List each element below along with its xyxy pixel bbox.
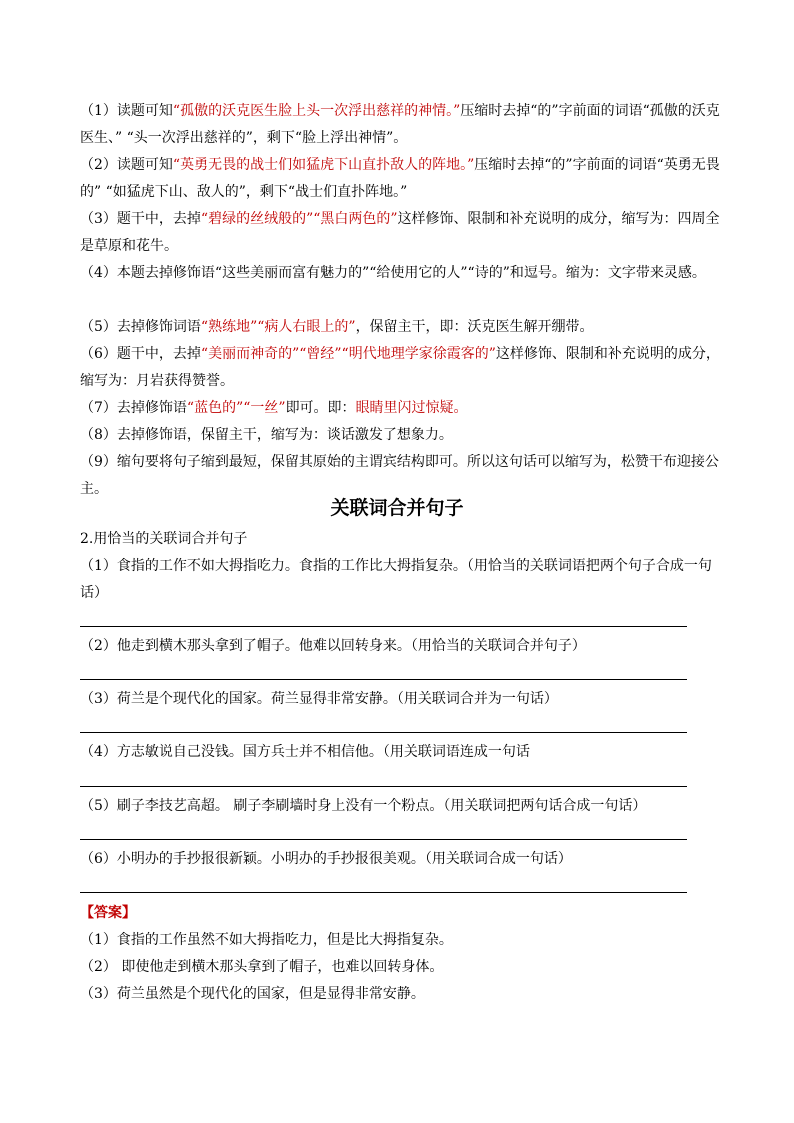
- text: 即可。即：: [285, 400, 356, 416]
- explanation-5: [80, 314, 724, 341]
- text: 去掉修饰词语: [116, 319, 201, 335]
- answer-1: （1）食指的工作虽然不如大拇指吃力，但是比大拇指复杂。: [80, 932, 453, 948]
- answer-line-5[interactable]: [80, 839, 687, 840]
- answer-line-3[interactable]: [80, 732, 687, 733]
- highlighted-quote: “英勇无畏的战士们如猛虎下山直扑敌人的阵地。”: [172, 157, 475, 173]
- highlighted-quote: “蓝色的”“一丝”: [186, 400, 286, 416]
- item-number: （5）: [80, 319, 117, 335]
- text: 这样修饰、限制和补充说明的成分，缩写为：四周全是草原和花牛。: [80, 211, 720, 254]
- text: 压缩时去掉“的”字前面的词语“孤傲的沃克医生、” “头一次浮出慈祥的”，剩下“脸上浮出神情”。: [80, 103, 720, 146]
- highlighted-quote: “孤傲的沃克医生脸上头一次浮出慈祥的神情。”: [172, 103, 461, 119]
- text: 读题可知: [116, 103, 173, 119]
- highlighted-quote: “美丽而神奇的”“曾经”“明代地理学家徐霞客的”: [200, 346, 496, 362]
- answer-2: （2） 即使他走到横木那头拿到了帽子，也难以回转身体。: [80, 959, 444, 975]
- item-number: （9）: [80, 454, 117, 470]
- item-number: （8）: [80, 427, 117, 443]
- explanation-4: [80, 260, 724, 287]
- item-number: （3）: [80, 211, 117, 227]
- text: 压缩时去掉“的”字前面的词语“英勇无畏的” “如猛虎下山、敌人的”，剩下“战士们直扑阵地。”: [80, 157, 720, 200]
- question-6: （6）小明办的手抄报很新颖。小明办的手抄报很美观。（用关联词合成一句话）: [80, 851, 572, 867]
- highlighted-quote: 眼睛里闪过惊疑。: [355, 400, 468, 416]
- text: 题干中，去掉: [116, 346, 201, 362]
- text: ，保留主干，即：沃克医生解开绷带。: [355, 319, 594, 335]
- question-1: （1）食指的工作不如大拇指吃力。食指的工作比大拇指复杂。（用恰当的关联词语把两个句子合成一句话）: [80, 558, 712, 601]
- item-number: （4）: [80, 265, 117, 281]
- highlighted-quote: “熟练地”“病人右眼上的”: [200, 319, 356, 335]
- text: 这样修饰、限制和补充说明的成分，缩写为：月岩获得赞誉。: [80, 346, 720, 389]
- question-5: （5）刷子李技艺高超。 刷子李刷墙时身上没有一个粉点。（用关联词把两句话合成一句话）: [80, 798, 647, 814]
- explanation-2: [80, 152, 724, 206]
- highlighted-quote: “碧绿的丝绒般的”“黑白两色的”: [200, 211, 398, 227]
- question-4: （4）方志敏说自己没钱。国方兵士并不相信他。（用关联词语连成一句话: [80, 744, 530, 760]
- item-number: （1）: [80, 103, 117, 119]
- answer-3: （3）荷兰虽然是个现代化的国家，但是显得非常安静。: [80, 986, 425, 1002]
- explanation-7: [80, 395, 724, 422]
- explanation-1: [80, 98, 724, 152]
- answer-line-4[interactable]: [80, 786, 687, 787]
- item-number: （2）: [80, 157, 117, 173]
- text: 去掉修饰语，保留主干，缩写为：谈话激发了想象力。: [116, 427, 453, 443]
- text: 缩句要将句子缩到最短，保留其原始的主谓宾结构即可。所以这句话可以缩写为，松赞干布迎接公主。: [80, 454, 719, 497]
- explanation-6: [80, 341, 724, 395]
- text: 读题可知: [116, 157, 173, 173]
- text: 去掉修饰语: [116, 400, 187, 416]
- item-number: （7）: [80, 400, 117, 416]
- answer-line-6[interactable]: [80, 892, 687, 893]
- question-header: 2.用恰当的关联词合并句子: [80, 531, 248, 547]
- answer-line-2[interactable]: [80, 679, 687, 680]
- section-title: 关联词合并句子: [330, 497, 464, 519]
- explanation-3: [80, 206, 724, 260]
- explanation-8: [80, 422, 724, 449]
- answer-line-1[interactable]: [80, 626, 687, 627]
- item-number: （6）: [80, 346, 117, 362]
- question-3: （3）荷兰是个现代化的国家。荷兰显得非常安静。（用关联词合并为一句话）: [80, 691, 558, 707]
- text: 本题去掉修饰语“这些美丽而富有魅力的”“给使用它的人”“诗的”和逗号。缩为：文字带来灵感。: [116, 265, 706, 281]
- question-2: （2）他走到横木那头拿到了帽子。他难以回转身来。（用恰当的关联词合并句子）: [80, 638, 586, 654]
- answer-tag: 【答案】: [80, 905, 136, 921]
- text: 题干中，去掉: [116, 211, 201, 227]
